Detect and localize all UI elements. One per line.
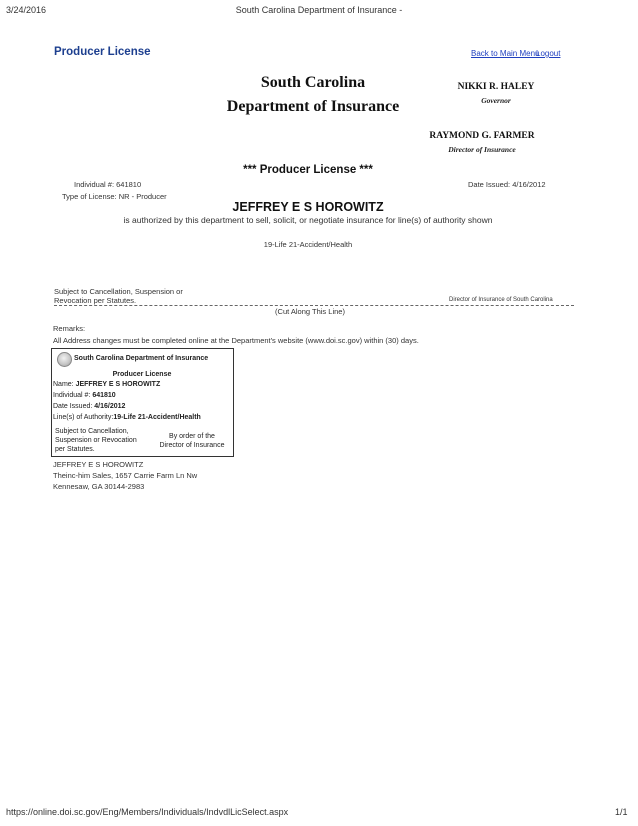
card-date-value: 4/16/2012 [94, 403, 126, 410]
card-date-label: Date Issued: [53, 403, 95, 410]
individual-number: Individual #: 641810 [74, 180, 142, 189]
state-seal-icon [57, 352, 72, 367]
card-lines-row [53, 414, 201, 421]
department-line1: South Carolina [260, 74, 366, 91]
producer-license-heading: Producer License [54, 46, 151, 58]
card-individual-label: Individual #: [53, 392, 93, 399]
subject-line-1: Subject to Cancellation, Suspension or [54, 287, 183, 296]
license-holder-name: JEFFREY E S HOROWITZ [232, 200, 384, 214]
print-date: 3/24/2016 [6, 5, 47, 15]
print-url: https://online.doi.sc.gov/Eng/Members/Individuals/IndvdlLicSelect.aspx [6, 807, 289, 817]
card-date-row [53, 403, 125, 410]
cut-line-label: (Cut Along This Line) [275, 307, 345, 316]
director-signature-line: Director of Insurance of South Carolina [449, 297, 553, 303]
card-individual-row [53, 392, 116, 399]
card-individual-value: 641810 [92, 392, 116, 399]
director-title: Director of Insurance [448, 145, 516, 154]
card-name-label: Name: [53, 381, 76, 388]
subject-line-2: Revocation per Statutes. [54, 296, 137, 305]
back-to-main-menu-link[interactable]: Back to Main Menu [471, 49, 540, 58]
governor-name: NIKKI R. HALEY [457, 82, 535, 92]
address-line-3: Kennesaw, GA 30144-2983 [53, 482, 145, 491]
authorization-statement: is authorized by this department to sell, solicit, or negotiate insurance for line(s) of authority shown [123, 215, 493, 225]
license-type: Type of License: NR - Producer [62, 192, 167, 201]
card-title: Producer License [112, 371, 172, 378]
address-line-2: Theinc-him Sales, 1657 Carrie Farm Ln Nw [53, 471, 198, 480]
card-subject-line-1: Subject to Cancellation, [55, 428, 129, 435]
card-name-row [53, 381, 160, 388]
print-page-title: South Carolina Department of Insurance - [235, 5, 403, 15]
card-name-value: JEFFREY E S HOROWITZ [75, 381, 161, 388]
license-heading: *** Producer License *** [243, 164, 373, 176]
department-line2: Department of Insurance [226, 98, 400, 115]
cut-line [54, 305, 574, 306]
card-order-line-2: Director of Insurance [159, 442, 225, 449]
remarks-text: All Address changes must be completed online at the Department's website (www.doi.sc.gov) within (30) days. [53, 336, 419, 345]
date-issued: Date Issued: 4/16/2012 [468, 180, 546, 189]
card-department: South Carolina Department of Insurance [74, 355, 209, 362]
wallet-card [51, 348, 234, 457]
governor-title: Governor [481, 96, 511, 105]
remarks-label: Remarks: [53, 324, 86, 333]
card-subject-line-2: Suspension or Revocation [55, 437, 137, 444]
print-page-number: 1/1 [615, 807, 628, 817]
director-name: RAYMOND G. FARMER [429, 131, 535, 141]
card-subject-line-3: per Statutes. [55, 446, 95, 453]
lines-of-authority: 19-Life 21-Accident/Health [263, 240, 353, 249]
card-lines-value: 19-Life 21-Accident/Health [113, 414, 201, 421]
card-order-line-1: By order of the [169, 433, 215, 440]
card-lines-label: Line(s) of Authority: [53, 414, 114, 421]
address-line-1: JEFFREY E S HOROWITZ [53, 460, 144, 469]
logout-link[interactable]: Logout [536, 49, 561, 58]
